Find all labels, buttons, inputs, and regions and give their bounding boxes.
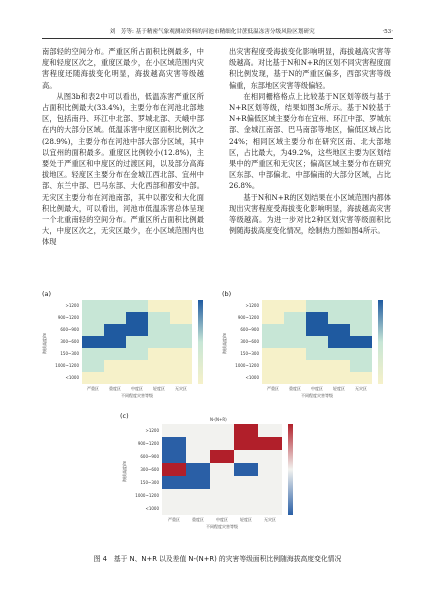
- heatmap-column-label: 严重区: [87, 386, 99, 391]
- heatmap-cell: [234, 502, 258, 515]
- heatmap-cell: [258, 502, 282, 515]
- heatmap-cell: [186, 424, 210, 437]
- heatmap-row-label: 1000~1200: [135, 492, 159, 498]
- heatmap-cell: [186, 476, 210, 489]
- heatmap-cell: [350, 324, 372, 336]
- heatmap-x-axis-title: 不同程度灾害等级: [206, 524, 238, 529]
- heatmap-cell: [162, 476, 186, 489]
- heatmap-row-label: 1000~1200: [235, 363, 259, 368]
- heatmap-colorbar: [198, 300, 203, 384]
- heatmap-cell: [284, 372, 306, 384]
- heatmap-cell: [262, 300, 284, 312]
- heatmap-cell: [186, 502, 210, 515]
- heatmap-column-label: 重度区: [289, 386, 301, 391]
- heatmap-row-label: 600~900: [60, 327, 79, 332]
- heatmap-cell: [126, 348, 148, 360]
- heatmap-cell: [104, 336, 126, 348]
- heatmap-cell: [162, 502, 186, 515]
- right-paragraph-1: 出灾害程度受海拔变化影响明显，海拔越高灾害等级越高。对比基于N和N+R的区划不同灾害程度面积比例发现，基于N的严重区偏多，西部灾害等级偏重，东部地区灾害等级偏轻。: [229, 47, 391, 90]
- heatmap-colorbar: [378, 300, 383, 384]
- running-head: [42, 26, 393, 39]
- heatmap-cell: [350, 348, 372, 360]
- panel-c-label: (c): [120, 412, 129, 420]
- heatmap-cell: [284, 360, 306, 372]
- heatmap-cell: [186, 437, 210, 450]
- heatmap-cell: [148, 348, 170, 360]
- page-number: ·53·: [382, 29, 393, 35]
- heatmap-cell: [82, 360, 104, 372]
- heatmap-column-label: 无灾区: [175, 386, 187, 391]
- heatmap-cell: [284, 324, 306, 336]
- heatmap-cell: [148, 324, 170, 336]
- heatmap-cell: [262, 324, 284, 336]
- heatmap-cell: [126, 372, 148, 384]
- heatmap-cell: [258, 450, 282, 463]
- heatmap-cell: [262, 336, 284, 348]
- heatmap-cell: [170, 324, 192, 336]
- heatmap-cell: [284, 300, 306, 312]
- heatmap-cell: [148, 360, 170, 372]
- heatmap-cell: [328, 348, 350, 360]
- heatmap-row-label: 900~1200: [237, 315, 259, 320]
- heatmap-column-label: 重度区: [109, 386, 121, 391]
- heatmap-colorbar: [288, 424, 293, 515]
- left-paragraph-2: 从图3b和表2中可以看出，低温冻害严重区所占面积比例最大(33.4%)，主要分布在河池北部地区，包括南丹、环江中北部、罗城北部、天峨中部在内的大部分区域。低温冻害中度区面积比例次之(28.9%)，主要分布在河池中部大部分区域，其中以宜州的面积最多。重度区比例较小(12.8%)，主要处于严重区和中度区的过渡区间，以及部分高海拔地区。轻度区主要分布在金城江西北部、宜州中部、东兰中部、巴马东部、大化西部和都安中部。无灾区主要分布在河池南部，其中以都安和大化面积比例最大，可以看出，河池市低温冻害总体呈现一个北重南轻的空间分布。严重区所占面积比例最大，中度区次之，无灾区最少，在小区域范围内也体现: [42, 91, 204, 247]
- heatmap-column-label: 轻度区: [240, 517, 252, 522]
- heatmap-cell: [210, 489, 234, 502]
- heatmap-cell: [82, 312, 104, 324]
- heatmap-cell: [284, 336, 306, 348]
- heatmap-cell: [210, 424, 234, 437]
- figure-caption: 图 4 基于 N、N+R 以及差值 N-(N+R) 的灾害等级面积比例随海拔高度变化情况: [93, 555, 342, 563]
- heatmap-cell: [104, 300, 126, 312]
- heatmap-cell: [258, 489, 282, 502]
- heatmap-cell: [328, 372, 350, 384]
- heatmap-row-label: 150~300: [60, 351, 79, 356]
- heatmap-cell: [126, 300, 148, 312]
- figure-panel-c: [120, 412, 310, 544]
- running-head-title: 刘 芳等: 基于精密气象观测站资料的河池市精细化甘蔗低温冻害分级风险区划研究: [109, 29, 315, 35]
- heatmap-cell: [148, 336, 170, 348]
- heatmap-cell: [262, 348, 284, 360]
- heatmap-column-label: 无灾区: [264, 517, 276, 522]
- heatmap-cell: [148, 312, 170, 324]
- heatmap-row-label: <1000: [65, 375, 79, 380]
- heatmap-cell: [284, 348, 306, 360]
- heatmap-cell: [162, 450, 186, 463]
- heatmap-cell: [258, 463, 282, 476]
- heatmap-cell: [170, 336, 192, 348]
- heatmap-row-label: 1000~1200: [55, 363, 79, 368]
- left-text-column: [42, 46, 204, 248]
- heatmap-cell: [82, 324, 104, 336]
- right-text-column: [229, 46, 391, 236]
- heatmap-cell: [186, 450, 210, 463]
- heatmap-cell: [186, 463, 210, 476]
- heatmap-column-label: 中度区: [131, 386, 143, 391]
- heatmap-cell: [262, 312, 284, 324]
- heatmap-cell: [262, 360, 284, 372]
- heatmap-top-label: N-(N+R): [210, 417, 227, 422]
- heatmap-cell: [306, 300, 328, 312]
- heatmap-cell: [170, 348, 192, 360]
- heatmap-cell: [170, 360, 192, 372]
- heatmap-column-label: 中度区: [216, 517, 228, 522]
- heatmap-row-label: 600~900: [140, 453, 159, 459]
- heatmap-cell: [104, 312, 126, 324]
- right-paragraph-3: 基于N和N+R的区划结果在小区域范围内都体现出灾害程度受海拔变化影响明显，海拔越高灾害等级越高。为进一步对比2种区划灾害等级面积比例随海拔高度变化情况，绘制热力图如图4所示。: [229, 192, 391, 236]
- heatmap-cell: [306, 324, 328, 336]
- heatmap-cell: [258, 437, 282, 450]
- heatmap-cell: [210, 476, 234, 489]
- heatmap-row-label: <1000: [245, 375, 259, 380]
- heatmap-cell: [306, 372, 328, 384]
- heatmap-y-axis-title: 海拔高度/m: [42, 332, 47, 354]
- heatmap-x-axis-title: 不同程度灾害等级: [121, 393, 153, 398]
- panel-b-label: (b): [222, 290, 232, 298]
- heatmap-cell: [82, 336, 104, 348]
- heatmap-cell: [258, 476, 282, 489]
- heatmap-cell: [350, 312, 372, 324]
- heatmap-cell: [170, 300, 192, 312]
- heatmap-cell: [234, 450, 258, 463]
- heatmap-column-label: 中度区: [311, 386, 323, 391]
- heatmap-cell: [126, 360, 148, 372]
- heatmap-cell: [350, 300, 372, 312]
- heatmap-cell: [170, 372, 192, 384]
- heatmap-row-label: >1200: [145, 427, 159, 433]
- heatmap-row-label: 300~600: [60, 339, 79, 344]
- heatmap-cell: [234, 476, 258, 489]
- heatmap-row-label: <1000: [145, 505, 159, 511]
- heatmap-cell: [234, 463, 258, 476]
- heatmap-cell: [148, 300, 170, 312]
- left-paragraph-1: 南部轻的空间分布。严重区所占面积比例最多，中度和轻度区次之，重度区最少，在小区域范围内灾害程度还随海拔变化明显，海拔越高灾害等级越高。: [42, 47, 204, 90]
- heatmap-cell: [82, 372, 104, 384]
- heatmap-cell: [104, 360, 126, 372]
- heatmap-cell: [162, 437, 186, 450]
- heatmap-row-label: 150~300: [240, 351, 259, 356]
- heatmap-cell: [284, 312, 306, 324]
- heatmap-cell: [162, 424, 186, 437]
- heatmap-cell: [210, 502, 234, 515]
- heatmap-cell: [162, 463, 186, 476]
- heatmap-cell: [162, 489, 186, 502]
- figure-panel-a: [42, 290, 212, 408]
- heatmap-x-axis-title: 不同程度灾害等级: [301, 393, 333, 398]
- heatmap-cell: [148, 372, 170, 384]
- heatmap-cell: [234, 489, 258, 502]
- heatmap-row-label: 300~600: [140, 466, 159, 472]
- heatmap-cell: [306, 348, 328, 360]
- heatmap-column-label: 重度区: [192, 517, 204, 522]
- panel-a-label: (a): [42, 290, 52, 298]
- heatmap-cell: [210, 450, 234, 463]
- heatmap-cell: [82, 300, 104, 312]
- heatmap-cell: [350, 360, 372, 372]
- heatmap-cell: [306, 360, 328, 372]
- heatmap-cell: [126, 312, 148, 324]
- heatmap-cell: [328, 300, 350, 312]
- figure-panel-b: [222, 290, 392, 408]
- heatmap-cell: [126, 336, 148, 348]
- heatmap-cell: [306, 312, 328, 324]
- heatmap-cell: [210, 463, 234, 476]
- heatmap-cell: [328, 312, 350, 324]
- heatmap-row-label: 150~300: [140, 479, 159, 485]
- heatmap-y-axis-title: 海拔高度/m: [122, 460, 127, 482]
- heatmap-cell: [350, 336, 372, 348]
- heatmap-column-label: 严重区: [168, 517, 180, 522]
- heatmap-y-axis-title: 海拔高度/m: [222, 332, 227, 354]
- heatmap-cell: [82, 348, 104, 360]
- heatmap-cell: [234, 424, 258, 437]
- heatmap-row-label: 600~900: [240, 327, 259, 332]
- heatmap-row-label: 900~1200: [57, 315, 79, 320]
- heatmap-cell: [328, 360, 350, 372]
- heatmap-cell: [306, 336, 328, 348]
- heatmap-cell: [104, 348, 126, 360]
- heatmap-cell: [104, 324, 126, 336]
- heatmap-row-label: 300~600: [240, 339, 259, 344]
- right-paragraph-2: 在相同栅格格点上比较基于N区划等级与基于N+R区划等级，结果如图3c所示。基于N较基于N+R偏低区域主要分布在宜州、环江中部、罗城东部、金城江南部、巴马南部等地区，偏低区域占比24%；相同区域主要分布在研究区南、北大部地区，占比最大，为49.2%，这些地区主要为区划结果中的严重区和无灾区；偏高区域主要分布在研究区东部、中部偏北、中部偏南的大部分区域，占比26.8%。: [229, 91, 391, 191]
- heatmap-cell: [104, 372, 126, 384]
- heatmap-row-label: >1200: [245, 303, 259, 308]
- heatmap-cell: [350, 372, 372, 384]
- heatmap-column-label: 严重区: [267, 386, 279, 391]
- heatmap-row-label: >1200: [65, 303, 79, 308]
- heatmap-cell: [234, 437, 258, 450]
- heatmap-row-label: 900~1200: [137, 440, 159, 446]
- heatmap-column-label: 轻度区: [333, 386, 345, 391]
- heatmap-cell: [186, 489, 210, 502]
- heatmap-cell: [328, 324, 350, 336]
- heatmap-cell: [262, 372, 284, 384]
- heatmap-cell: [258, 424, 282, 437]
- heatmap-cell: [170, 312, 192, 324]
- heatmap-column-label: 轻度区: [153, 386, 165, 391]
- heatmap-cell: [210, 437, 234, 450]
- heatmap-cell: [126, 324, 148, 336]
- heatmap-cell: [328, 336, 350, 348]
- heatmap-column-label: 无灾区: [355, 386, 367, 391]
